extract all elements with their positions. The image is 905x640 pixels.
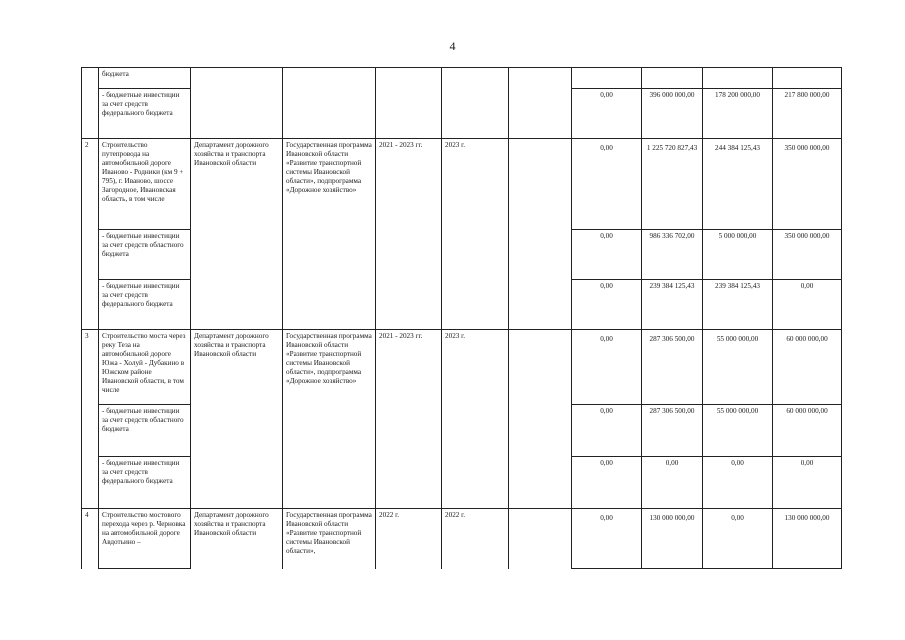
period-cell: 2021 - 2023 гг. xyxy=(376,330,442,509)
amount-cell: 350 000 000,00 xyxy=(773,139,842,230)
object-name-cell: Строительство моста через реку Теза на автомобильной дороге Южа - Холуй - Дубакино в Южском районе Ивановской области, в том числе xyxy=(99,330,191,405)
executor-cell xyxy=(191,68,283,139)
amount-cell xyxy=(773,68,842,89)
empty-cell xyxy=(509,139,572,330)
amount-cell: 0,00 xyxy=(572,280,642,330)
row-number-cell: 3 xyxy=(82,330,99,509)
amount-cell: 0,00 xyxy=(773,457,842,509)
row-number-cell: 2 xyxy=(82,139,99,330)
amount-cell xyxy=(642,68,703,89)
amount-cell: 0,00 xyxy=(572,405,642,457)
investment-table xyxy=(81,67,842,569)
amount-cell: 55 000 000,00 xyxy=(703,330,773,405)
amount-cell: 178 200 000,00 xyxy=(703,89,773,139)
amount-cell: 0,00 xyxy=(572,509,642,569)
amount-cell: 5 000 000,00 xyxy=(703,230,773,280)
year-cell: 2023 г. xyxy=(442,330,509,509)
object-name-cell: бюджета xyxy=(99,68,191,89)
amount-cell: 55 000 000,00 xyxy=(703,405,773,457)
executor-cell: Департамент дорожного хозяйства и транспорта Ивановской области xyxy=(191,139,283,330)
object-name-cell: Строительство путепровода на автомобильной дороге Иваново - Родники (км 9 + 795), г. Иваново, шоссе Загородное, Ивановская область, в том числе xyxy=(99,139,191,230)
table-row xyxy=(82,139,842,230)
empty-cell xyxy=(509,68,572,139)
amount-cell: 239 384 125,43 xyxy=(642,280,703,330)
amount-cell: 239 384 125,43 xyxy=(703,280,773,330)
amount-cell: 0,00 xyxy=(572,230,642,280)
amount-cell: 0,00 xyxy=(703,509,773,569)
amount-cell: 287 306 500,00 xyxy=(642,405,703,457)
period-cell: 2021 - 2023 гг. xyxy=(376,139,442,330)
object-name-cell: - бюджетные инвестиции за счет средств федерального бюджета xyxy=(99,89,191,139)
year-cell: 2023 г. xyxy=(442,139,509,330)
table-row xyxy=(82,509,842,569)
period-cell xyxy=(376,68,442,139)
amount-cell: 0,00 xyxy=(572,330,642,405)
executor-cell: Департамент дорожного хозяйства и транспорта Ивановской области xyxy=(191,330,283,509)
empty-cell xyxy=(509,509,572,569)
table-row xyxy=(82,330,842,405)
amount-cell: 217 800 000,00 xyxy=(773,89,842,139)
amount-cell: 1 225 720 827,43 xyxy=(642,139,703,230)
table-row xyxy=(82,68,842,89)
executor-cell: Департамент дорожного хозяйства и транспорта Ивановской области xyxy=(191,509,283,569)
amount-cell xyxy=(572,68,642,89)
row-number-cell xyxy=(82,68,99,139)
amount-cell: 0,00 xyxy=(572,139,642,230)
amount-cell: 0,00 xyxy=(773,280,842,330)
amount-cell: 244 384 125,43 xyxy=(703,139,773,230)
amount-cell: 60 000 000,00 xyxy=(773,405,842,457)
row-number-cell: 4 xyxy=(82,509,99,569)
page-number: 4 xyxy=(449,39,456,53)
amount-cell: 60 000 000,00 xyxy=(773,330,842,405)
program-cell xyxy=(283,68,376,139)
empty-cell xyxy=(509,330,572,509)
object-name-cell: Строительство мостового перехода через р. Черновка на автомобильной дороге Авдотьино – xyxy=(99,509,191,569)
amount-cell: 0,00 xyxy=(642,457,703,509)
amount-cell: 396 000 000,00 xyxy=(642,89,703,139)
year-cell xyxy=(442,68,509,139)
amount-cell: 0,00 xyxy=(572,457,642,509)
amount-cell: 0,00 xyxy=(572,89,642,139)
period-cell: 2022 г. xyxy=(376,509,442,569)
amount-cell xyxy=(703,68,773,89)
amount-cell: 350 000 000,00 xyxy=(773,230,842,280)
amount-cell: 130 000 000,00 xyxy=(642,509,703,569)
year-cell: 2022 г. xyxy=(442,509,509,569)
amount-cell: 130 000 000,00 xyxy=(773,509,842,569)
amount-cell: 0,00 xyxy=(703,457,773,509)
program-cell: Государственная программа Ивановской области «Развитие транспортной системы Ивановской области», подпрограмма «Дорожное хозяйство» xyxy=(283,330,376,509)
amount-cell: 986 336 702,00 xyxy=(642,230,703,280)
object-name-cell: - бюджетные инвестиции за счет средств федерального бюджета xyxy=(99,280,191,330)
object-name-cell: - бюджетные инвестиции за счет средств областного бюджета xyxy=(99,230,191,280)
program-cell: Государственная программа Ивановской области «Развитие транспортной системы Ивановской области», xyxy=(283,509,376,569)
program-cell: Государственная программа Ивановской области «Развитие транспортной системы Ивановской области», подпрограмма «Дорожное хозяйство» xyxy=(283,139,376,330)
object-name-cell: - бюджетные инвестиции за счет средств областного бюджета xyxy=(99,405,191,457)
object-name-cell: - бюджетные инвестиции за счет средств федерального бюджета xyxy=(99,457,191,509)
amount-cell: 287 306 500,00 xyxy=(642,330,703,405)
